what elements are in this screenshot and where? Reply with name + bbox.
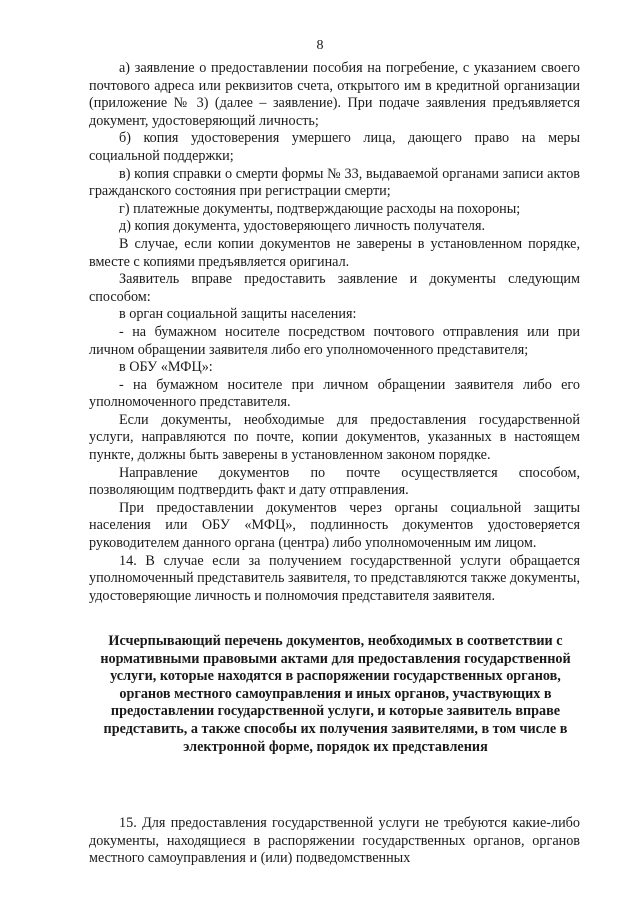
paragraph-submission-methods: Заявитель вправе предоставить заявление и документы следующим способом: [89, 271, 580, 305]
paragraph-item-g: г) платежные документы, подтверждающие расходы на похороны; [119, 200, 521, 217]
paragraph-mail-method: Направление документов по почте осуществляется способом, позволяющим подтвердить факт и дату отправления. [89, 464, 580, 499]
paragraph-14-representative: 14. В случае если за получением государственной услуги обращается уполномоченный представитель заявителя, то представляются также документы, удостоверяющие личность и полномочия представителя заявителя. [89, 552, 580, 604]
paragraph-item-v: в) копия справки о смерти формы № 33, выдаваемой органами записи актов гражданского состояния при регистрации смерти; [89, 165, 580, 200]
paragraph-paper-by-mail: - на бумажном носителе посредством почтового отправления или при личном обращении заявителя либо его уполномоченного представителя; [89, 323, 580, 358]
paragraph-copies-note: В случае, если копии документов не заверены в установленном порядке, вместе с копиями предъявляется оригинал. [89, 235, 580, 270]
paragraph-15: 15. Для предоставления государственной услуги не требуются какие-либо документы, находящиеся в распоряжении государственных органов, органов местного самоуправления и (или) подведомственных [89, 815, 580, 867]
document-body [89, 60, 580, 605]
paragraph-paper-in-person: - на бумажном носителе при личном обращении заявителя либо его уполномоченного представителя. [89, 376, 580, 411]
paragraph-social-protection-organ: в орган социальной защиты населения: [119, 306, 357, 323]
paragraph-mfc: в ОБУ «МФЦ»: [119, 359, 213, 376]
paragraph-item-a: а) заявление о предоставлении пособия на погребение, с указанием своего почтового адреса или реквизитов счета, открытого им в кредитной организации (приложение № 3) (далее – заявление). При подаче заявления предъявляется документ, удостоверяющий личность; [89, 60, 580, 129]
section-heading: Исчерпывающий перечень документов, необходимых в соответствии с нормативными правовыми актами для предоставления государственной услуги, которые находятся в распоряжении государственных органов, органов местного самоуправления и иных органов, участвующих в предоставлении государственной услуги, и которые заявитель вправе представить, а также способы их получения заявителями, в том числе в электронной форме, порядок их представления [100, 633, 571, 755]
paragraph-item-d: д) копия документа, удостоверяющего личность получателя. [119, 218, 486, 235]
document-body-continued [89, 815, 580, 868]
paragraph-item-b: б) копия удостоверения умершего лица, дающего право на меры социальной поддержки; [89, 130, 580, 164]
paragraph-authenticity: При предоставлении документов через органы социальной защиты населения или ОБУ «МФЦ», подлинность документов удостоверяется руководителем данного органа (центра) либо уполномоченным им лицом. [89, 499, 580, 552]
paragraph-mail-certification: Если документы, необходимые для предоставления государственной услуги, направляются по почте, копии документов, указанных в настоящем пункте, должны быть заверены в установленном законом порядке. [89, 411, 580, 464]
page-number: 8 [316, 38, 324, 53]
